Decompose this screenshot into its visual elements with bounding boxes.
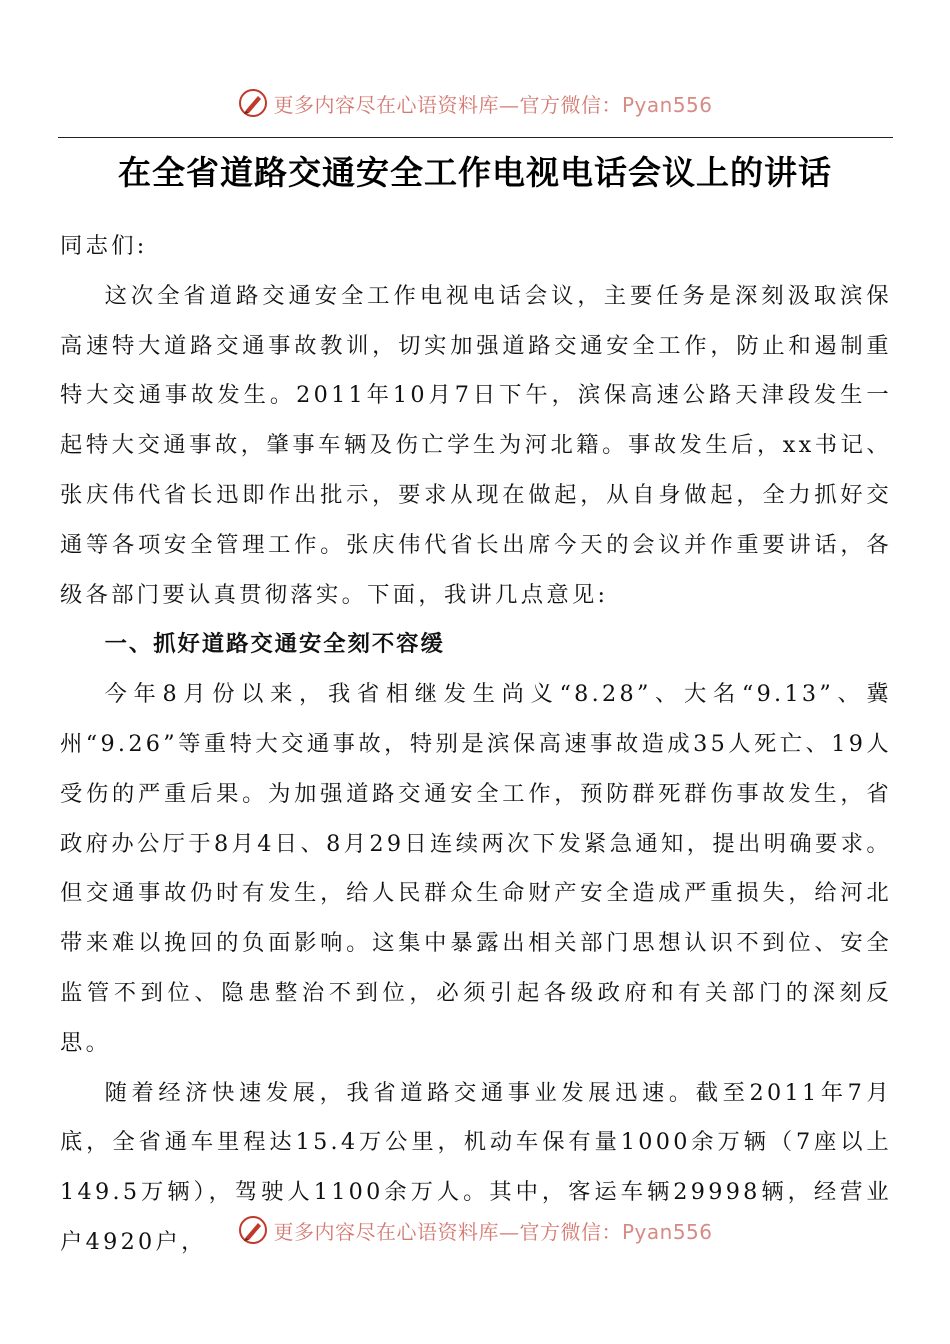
section-heading: 一、抓好道路交通安全刻不容缓: [104, 631, 445, 658]
pen-logo-icon: [237, 1214, 269, 1246]
header-divider: [58, 137, 893, 138]
paragraph: 这次全省道路交通安全工作电视电话会议，主要任务是深刻汲取滨保高速特大道路交通事故教训，切实加强道路交通安全工作，防止和遏制重特大交通事故发生。2011年10月7日下午，滨保高速公路天津段发生一起特大交通事故，肇事车辆及伤亡学生为河北籍。事故发生后，xx书记、张庆伟代省长迅即作出批示，要求从现在做起，从自身做起，全力抓好交通等各项安全管理工作。张庆伟代省长出席今天的会议并作重要讲话，各级各部门要认真贯彻落实。下面，我讲几点意见:: [60, 282, 892, 608]
wechat-id: Pyan556: [621, 1219, 713, 1244]
paragraph: 随着经济快速发展，我省道路交通事业发展迅速。截至2011年7月底，全省通车里程达15.4万公里，机动车保有量1000余万辆（7座以上149.5万辆），驾驶人1100余万人。其中，客运车辆29998辆，经营业户4920户，: [60, 1079, 892, 1255]
wechat-id: Pyan556: [621, 92, 713, 117]
document-body: [60, 222, 892, 1268]
footer-watermark: [0, 1213, 950, 1247]
pen-logo-icon: [237, 87, 269, 119]
watermark-text: 更多内容尽在心语资料库—官方微信：Pyan556: [273, 1219, 713, 1244]
header-watermark: [0, 86, 950, 120]
page-title: 在全省道路交通安全工作电视电话会议上的讲话: [118, 153, 832, 192]
paragraph: 今年8月份以来，我省相继发生尚义“8.28”、大名“9.13”、冀州“9.26”等重特大交通事故，特别是滨保高速事故造成35人死亡、19人受伤的严重后果。为加强道路交通安全工作，预防群死群伤事故发生，省政府办公厅于8月4日、8月29日连续两次下发紧急通知，提出明确要求。但交通事故仍时有发生，给人民群众生命财产安全造成严重损失，给河北带来难以挽回的负面影响。这集中暴露出相关部门思想认识不到位、安全监管不到位、隐患整治不到位，必须引起各级政府和有关部门的深刻反思。: [60, 681, 892, 1056]
watermark-text: 更多内容尽在心语资料库—官方微信：Pyan556: [273, 92, 713, 117]
salutation: 同志们:: [60, 233, 148, 259]
